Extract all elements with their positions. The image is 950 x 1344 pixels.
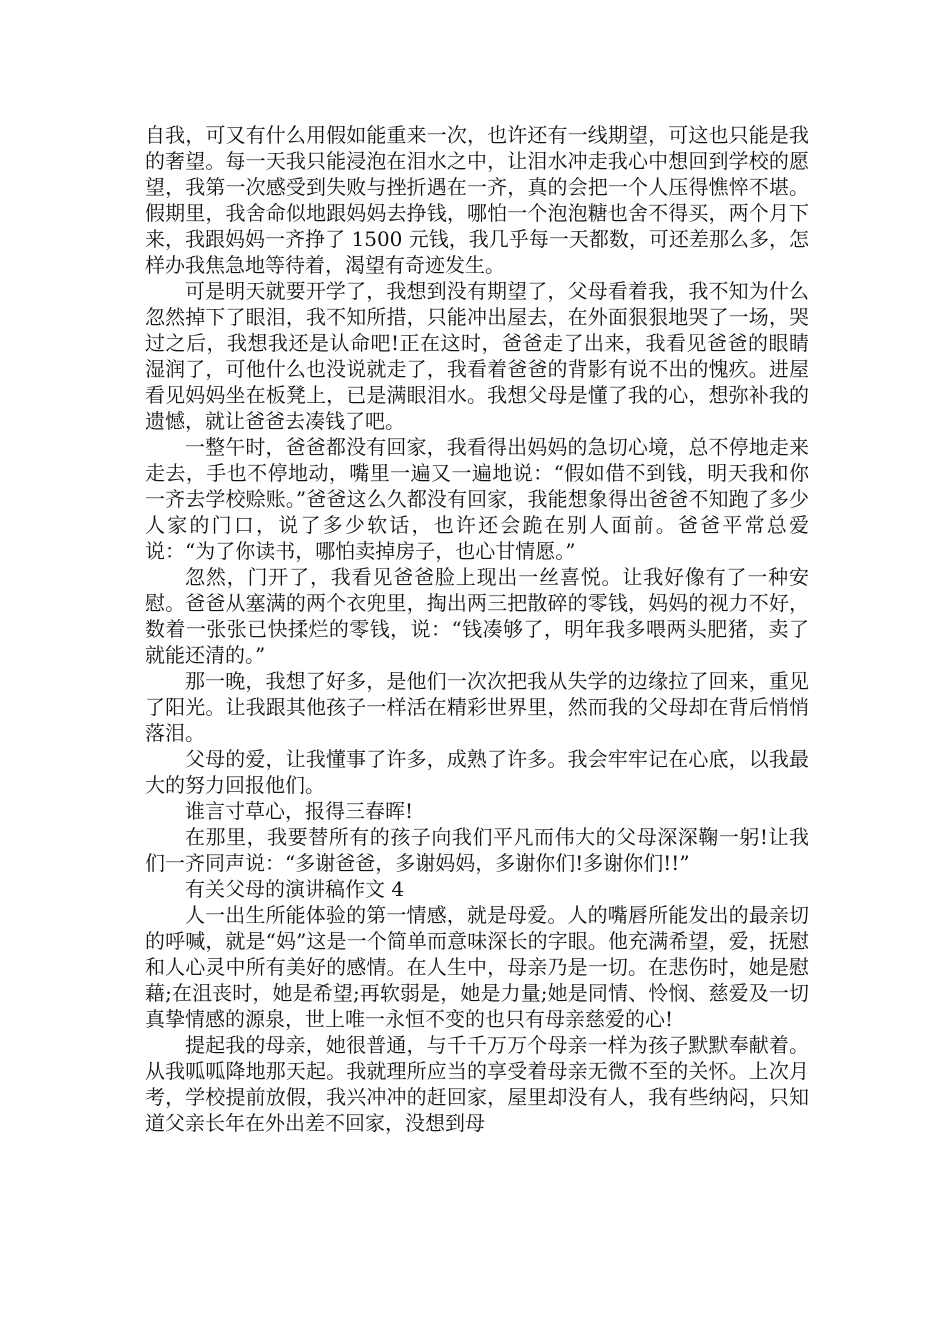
paragraph-10: 提起我的母亲，她很普通，与千千万万个母亲一样为孩子默默奉献着。从我呱呱降地那天起。我就理所应当的享受着母亲无微不至的关怀。上次月考，学校提前放假，我兴冲冲的赶回家，屋里却没有人，我有些纳闷，只知道父亲长年在外出差不回家，没想到母	[145, 1033, 809, 1135]
paragraph-3: 一整午时，爸爸都没有回家，我看得出妈妈的急切心境，总不停地走来走去，手也不停地动，嘴里一遍又一遍地说：“假如借不到钱，明天我和你一齐去学校赊账。”爸爸这么久都没有回家，我能想象得出爸爸不知跑了多少人家的门口，说了多少软话，也许还会跪在别人面前。爸爸平常总爱说：“为了你读书，哪怕卖掉房子，也心甘情愿。”	[145, 435, 809, 563]
paragraph-2: 可是明天就要开学了，我想到没有期望了，父母看着我，我不知为什么忽然掉下了眼泪，我不知所措，只能冲出屋去，在外面狠狠地哭了一场，哭过之后，我想我还是认命吧!正在这时，爸爸走了出来，我看见爸爸的眼睛湿润了，可他什么也没说就走了，我看着爸爸的背影有说不出的愧疚。进屋看见妈妈坐在板凳上，已是满眼泪水。我想父母是懂了我的心，想弥补我的遗憾，就让爸爸去凑钱了吧。	[145, 279, 809, 433]
paragraph-6: 父母的爱，让我懂事了许多，成熟了许多。我会牢牢记在心底，以我最大的努力回报他们。	[145, 747, 809, 797]
paragraph-1: 自我，可又有什么用假如能重来一次，也许还有一线期望，可这也只能是我的奢望。每一天我只能浸泡在泪水之中，让泪水冲走我心中想回到学校的愿望，我第一次感受到失败与挫折遇在一齐，真的会把一个人压得憔悴不堪。假期里，我舍命似地跟妈妈去挣钱，哪怕一个泡泡糖也舍不得买，两个月下来，我跟妈妈一齐挣了 1500 元钱，我几乎每一天都数，可还差那么多，怎样办我焦急地等待着，渴望有奇迹发生。	[145, 123, 809, 277]
paragraph-9: 人一出生所能体验的第一情感，就是母爱。人的嘴唇所能发出的最亲切的呼喊，就是“妈”这是一个简单而意味深长的字眼。他充满希望，爱，抚慰和人心灵中所有美好的感情。在人生中，母亲乃是一切。在悲伤时，她是慰藉;在沮丧时，她是希望;再软弱是，她是力量;她是同情、怜悯、慈爱及一切真挚情感的源泉，世上唯一永恒不变的也只有母亲慈爱的心!	[145, 903, 809, 1031]
document-page	[145, 122, 809, 1136]
paragraph-5: 那一晚，我想了好多，是他们一次次把我从失学的边缘拉了回来，重见了阳光。让我跟其他孩子一样活在精彩世界里，然而我的父母却在背后悄悄落泪。	[145, 669, 809, 745]
paragraph-7: 谁言寸草心，报得三春晖!	[185, 799, 414, 823]
paragraph-8: 在那里，我要替所有的孩子向我们平凡而伟大的父母深深鞠一躬!让我们一齐同声说：“多谢爸爸，多谢妈妈，多谢你们!多谢你们!!”	[145, 825, 809, 875]
paragraph-4: 忽然，门开了，我看见爸爸脸上现出一丝喜悦。让我好像有了一种安慰。爸爸从塞满的两个衣兜里，掏出两三把散碎的零钱，妈妈的视力不好，数着一张张已快揉烂的零钱，说：“钱凑够了，明年我多喂两头肥猪，卖了就能还清的。”	[145, 565, 809, 667]
section-heading: 有关父母的演讲稿作文 4	[185, 877, 405, 901]
